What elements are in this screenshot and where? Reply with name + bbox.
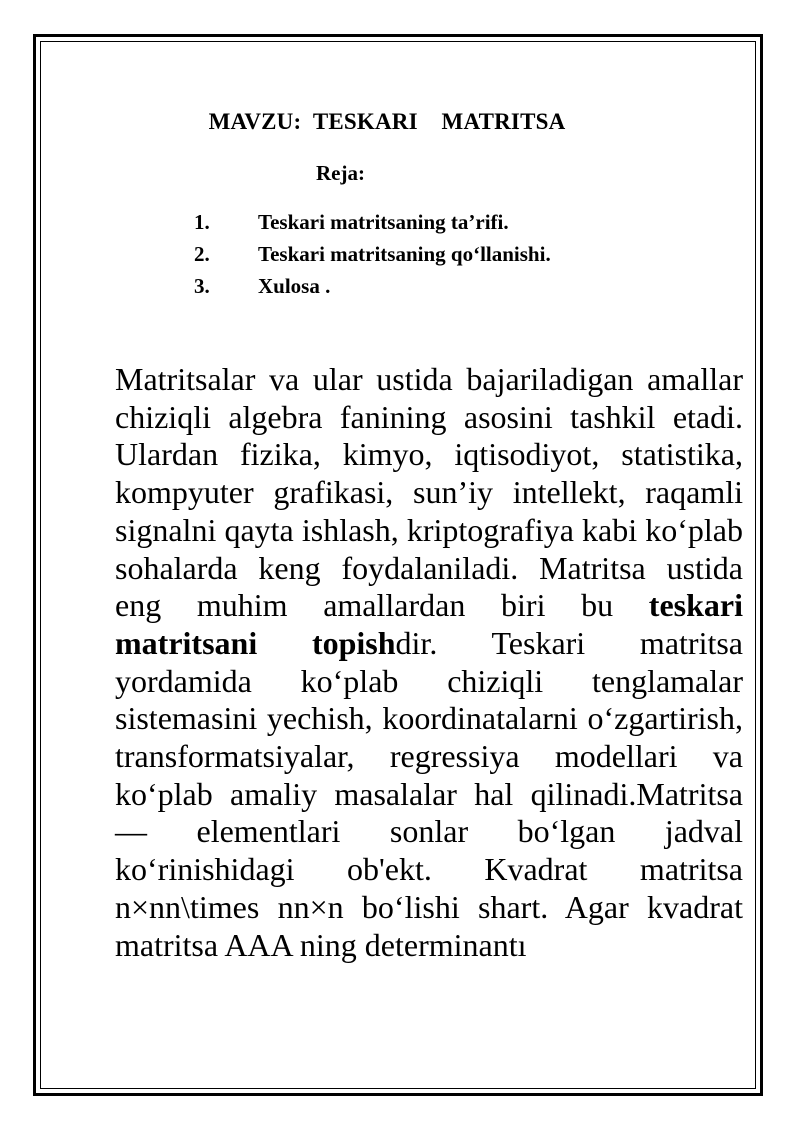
document-title: MAVZU: TESKARI MATRITSA [208,109,566,134]
body-text-bold-term: teskari matritsani topish [115,587,743,661]
plan-item-text: Teskari matritsaning ta’rifi. [258,210,509,234]
plan-item-text: Xulosa . [258,274,331,298]
plan-item [194,238,551,270]
plan-item-text: Teskari matritsaning qo‘llanishi. [258,242,551,266]
plan-list [194,206,551,302]
plan-item [194,270,551,302]
plan-item [194,206,551,238]
plan-item-number: 2. [194,242,210,266]
plan-item-number: 3. [194,274,210,298]
plan-item-number: 1. [194,210,210,234]
body-text-part1: Matritsalar va ular ustida bajariladigan amallar chiziqli algebra fanining asosini tashkil etadi. Ulardan fizika, kimyo, iqtisodiyot, statistika, kompyuter grafikasi, sun’iy intellekt, raqamli signalni qayta ishlash, kriptografiya kabi ko‘plab sohalarda keng foydalaniladi. Matritsa ustida eng muhim amallardan biri bu [115,361,743,624]
body-text-part2: dir. Teskari matritsa yordamida ko‘plab chiziqli tenglamalar sistemasini yechish, koordinatalarni o‘zgartirish, transformatsiyalar, regressiya modellari va ko‘plab amaliy masalalar hal qilinadi.Matritsa — elementlari sonlar bo‘lgan jadval ko‘rinishidagi ob'ekt. Kvadrat matritsa n×nn\times nn×n bo‘lishi shart. Agar kvadrat matritsa AAA ning determinantı [115,624,743,963]
body-paragraph [115,361,743,964]
plan-heading: Reja: [316,161,365,185]
